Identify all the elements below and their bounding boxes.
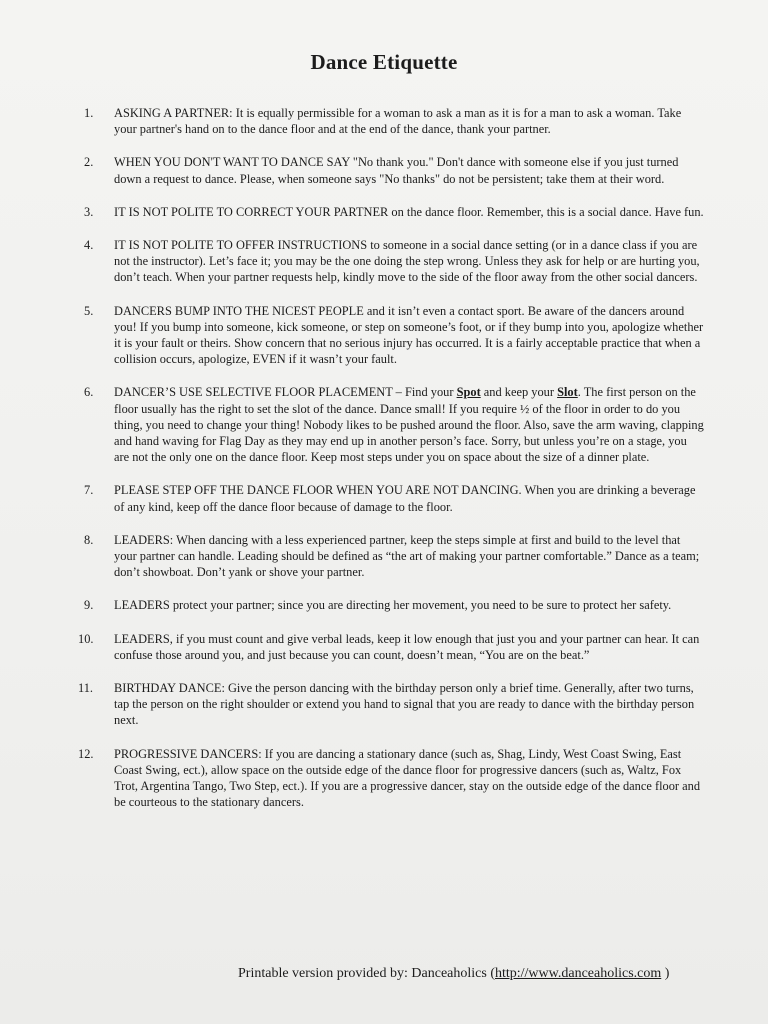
list-item xyxy=(84,154,704,186)
item-number: 12. xyxy=(78,746,94,761)
item-text-part: and keep your xyxy=(480,385,558,400)
item-number: 8. xyxy=(84,532,94,547)
item-number: 9. xyxy=(84,598,94,613)
item-number: 1. xyxy=(84,106,94,120)
etiquette-list xyxy=(78,105,704,828)
item-number: 10. xyxy=(78,631,94,646)
list-item xyxy=(84,597,704,613)
item-text-part: . The first person on the floor usually has the right to set the slot of the dance. Dance small! If you require ½ of the floor in order to do you thing, you need to change your thing! Nobody likes to be pushed around the floor. Also, save the arm waving, clapping and hand waving for Flag Day as they may end up in another person’s face. Sorry, but unless you’re on a stage, you are not the only one on the dance floor. Keep most steps under you on space about the size of a dinner plate. xyxy=(114,385,704,465)
spot-keyword: Spot xyxy=(456,385,481,400)
footer-credit xyxy=(238,966,669,982)
list-item xyxy=(78,631,704,663)
item-text: IT IS NOT POLITE TO CORRECT YOUR PARTNER on the dance floor. Remember, this is a social dance. Have fun. xyxy=(114,204,704,219)
list-item xyxy=(84,237,704,286)
list-item xyxy=(84,105,704,137)
item-text: PROGRESSIVE DANCERS: If you are dancing a stationary dance (such as, Shag, Lindy, West Coast Swing, East Coast Swing, ect.), allow space on the outside edge of the dance floor for progressive dancers (such as, Waltz, Fox Trot, Argentina Tango, Two Step, ect.). If you are a progressive dancer, stay on the outside edge of the dance floor and be courteous to the stationary dancers. xyxy=(114,746,701,810)
item-text: LEADERS: When dancing with a less experienced partner, keep the steps simple at first and build to the level that your partner can handle. Leading should be defined as “the art of making your partner comfortable.” Dance as a team; don’t showboat. Don’t yank or shove your partner. xyxy=(114,532,700,580)
item-number: 5. xyxy=(84,303,94,318)
website-link[interactable]: http://www.danceaholics.com xyxy=(494,966,662,981)
item-text: BIRTHDAY DANCE: Give the person dancing with the birthday person only a brief time. Generally, after two turns, tap the person on the right shoulder or extend you hand to signal that you are ready to dance with the birthday person next. xyxy=(114,681,695,728)
footer-suffix: ) xyxy=(661,966,670,981)
list-item xyxy=(84,204,704,220)
item-text: PLEASE STEP OFF THE DANCE FLOOR WHEN YOU ARE NOT DANCING. When you are drinking a beverage of any kind, keep off the dance floor because of damage to the floor. xyxy=(114,483,696,514)
list-item xyxy=(84,482,704,514)
item-number: 11. xyxy=(78,681,94,696)
item-number: 4. xyxy=(84,238,94,253)
item-number: 3. xyxy=(84,204,94,219)
item-text: LEADERS, if you must count and give verbal leads, keep it low enough that just you and your partner can hear. It can confuse those around you, and just because you can count, doesn’t mean, “You are on the beat.” xyxy=(114,631,700,662)
item-text-part: DANCER’S USE SELECTIVE FLOOR PLACEMENT – Find your xyxy=(114,385,457,400)
item-text: ASKING A PARTNER: It is equally permissible for a woman to ask a man as it is for a man to ask a woman. Take your partner's hand on to the dance floor and at the end of the dance, thank your partner. xyxy=(114,106,682,137)
item-text: IT IS NOT POLITE TO OFFER INSTRUCTIONS to someone in a social dance setting (or in a dance class if you are not the instructor). Let’s face it; you may be the one doing the step wrong. Unless they ask for help or are hurting you, don’t teach. When your partner requests help, kindly move to the side of the floor away from the other social dancers. xyxy=(114,238,700,285)
document-title: Dance Etiquette xyxy=(310,50,458,74)
item-number: 7. xyxy=(84,483,94,498)
item-text: LEADERS protect your partner; since you are directing her movement, you need to be sure to protect her safety. xyxy=(114,598,672,613)
footer-prefix: Printable version provided by: Danceaholics ( xyxy=(238,966,495,981)
list-item xyxy=(78,746,704,811)
list-item xyxy=(84,532,704,581)
list-item xyxy=(78,680,704,729)
item-number: 2. xyxy=(84,155,94,170)
list-item xyxy=(84,384,704,465)
item-text: DANCERS BUMP INTO THE NICEST PEOPLE and it isn’t even a contact sport. Be aware of the dancers around you! If you bump into someone, kick someone, or step on someone’s foot, or if they bump into you, apologize whether it is your fault or theirs. Show concern that no serious injury has occurred. It is a fairly acceptable practice that when a collision occurs, apologize, EVEN if it wasn’t your fault. xyxy=(114,303,704,367)
slot-keyword: Slot xyxy=(557,385,578,400)
item-number: 6. xyxy=(84,385,94,400)
item-text: WHEN YOU DON'T WANT TO DANCE SAY "No thank you." Don't dance with someone else if you just turned down a request to dance. Please, when someone says "No thanks" do not be persistent; take them at their word. xyxy=(114,155,679,186)
list-item xyxy=(84,303,704,368)
